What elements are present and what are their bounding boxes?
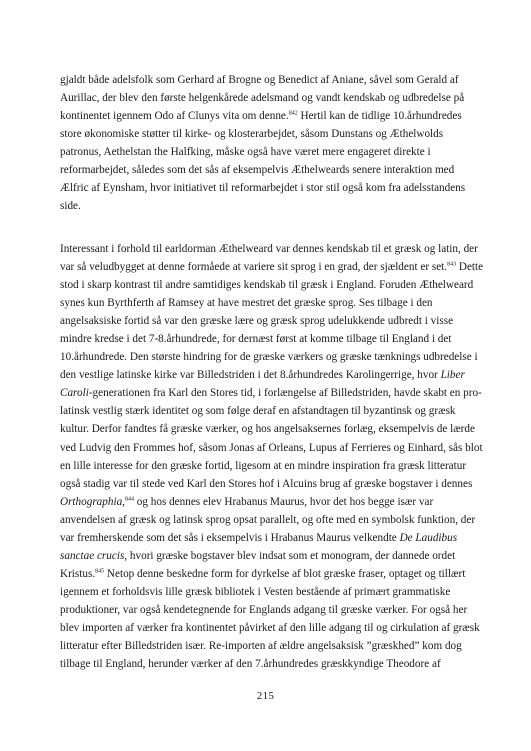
text-line: kultur. Derfor fandtes få græske værker, og hos angelsaksernes forlæg, eksempelvis de lærde [60, 423, 475, 436]
text-line: mindre kredse i det 7-8.århundrede, for dernæst først at komme tilbage til England i det [60, 333, 452, 346]
text-line: side. [60, 200, 81, 213]
text-line: igennem et forholdsvis lille græsk bibliotek i Vesten bestående af primært grammatiske [60, 585, 451, 598]
text-line: blev importen af værker fra kontinentet påvirket af den lille adgang til og cirkulation af græsk [60, 621, 480, 634]
text-line: Kristus.$^{845}$ Netop denne beskedne form for dyrkelse af blot græske fraser, optaget og tillært [60, 567, 466, 580]
text-line: også stadig var til stede ved Karl den Stores hof i Alcuins brug af græske bogstaver i dennes [60, 477, 473, 490]
page-number: 215 [256, 690, 275, 702]
italic-title: Caroli [60, 387, 89, 400]
text-line: Caroli-generationen fra Karl den Stores tid, i forlængelse af Billedstriden, havde skabt en pro- [60, 387, 482, 400]
italic-title: sanctae crucis, [60, 549, 128, 562]
text-line: Orthographia,$^{844}$ og hos dennes elev Hrabanus Maurus, hvor det hos begge især var [60, 495, 434, 508]
text-line: produktioner, var også kendetegnende for Englands adgang til græske værker. For også her [60, 603, 468, 616]
text-line: latinsk vestlig stærk identitet og som følge deraf en afstandtagen til byzantinsk og græsk [60, 405, 456, 418]
text-line: litteratur efter Billedstriden især. Re-importen af ældre angelsaksisk ”græskhed” kom dog [60, 640, 462, 653]
text-line: synes kun Byrthferth af Ramsey at have mestret det græske sprog. Ses tilbage i den [60, 297, 433, 310]
paragraph-2 [60, 240, 484, 673]
footnote-ref[interactable]: 845 [95, 568, 105, 575]
italic-title: De Laudibus [399, 531, 458, 544]
text-line: den vestlige latinske kirke var Billedstriden i det 8.århundredes Karolingerrige, hvor Liber [60, 369, 465, 382]
text-line: var så veludbygget at denne formåede at variere sit sprog i en grad, der sjældent er set.$^{843}$ Dette [60, 261, 484, 274]
text-line: Aurillac, der blev den første helgenkårede adelsmand og vandt kendskab og udbredelse på [60, 92, 465, 105]
text-line: ved Ludvig den Frommes hof, såsom Jonas af Orleans, Lupus af Ferrieres og Einhard, sås blot [60, 441, 483, 454]
text-line: tilbage til England, herunder værker af den 7.århundredes græskkyndige Theodore af [60, 658, 441, 671]
italic-title: Orthographia, [60, 495, 125, 508]
text-line: gjaldt både adelsfolk som Gerhard af Brogne og Benedict af Aniane, såvel som Gerald af [60, 74, 459, 86]
text-line: en lille interesse for den græske fortid, ligesom at en mindre inspiration fra græsk litteratur [60, 459, 467, 472]
text-line: 10.århundrede. Den største hindring for de græske værkers og græske tænknings udbredelse i [60, 351, 478, 364]
paragraph-1 [60, 71, 477, 215]
text-line: kontinentet igennem Odo af Clunys vita om denne.$^{842}$ Hertil kan de tidlige 10.århundredes [60, 110, 462, 123]
text-line: store økonomiske støtter til kirke- og klosterarbejdet, såsom Dunstans og Æthelwolds [60, 128, 444, 141]
text-line: patronus, Aethelstan the Halfking, måske også have været mere engageret direkte i [60, 146, 431, 159]
text-line: sanctae crucis, hvori græske bogstaver blev indsat som et monogram, der dannede ordet [60, 549, 456, 562]
italic-title: Liber [440, 369, 465, 382]
text-line: Ælfric af Eynsham, hvor initiativet til reformarbejdet i stor stil også kom fra adelsstandens [60, 182, 466, 195]
text-line: reformarbejdet, således som det sås af eksempelvis Æthelweards senere interaktion med [60, 164, 455, 177]
text-line: anvendelsen af græsk og latinsk sprog opsat parallelt, og ofte med en symbolsk funktion, der [60, 513, 476, 526]
footnote-ref[interactable]: 843 [447, 261, 457, 268]
footnote-ref[interactable]: 842 [288, 110, 298, 117]
footnote-ref[interactable]: 844 [124, 495, 134, 502]
text-line: Interessant i forhold til earldorman Æthelweard var dennes kendskab til et græsk og latin, der [60, 243, 478, 255]
text-line: var fremherskende som det sås i eksempelvis i Hrabanus Maurus velkendte De Laudibus [60, 531, 458, 544]
text-line: stod i skarp kontrast til andre samtidiges kendskab til græsk i England. Foruden Æthelweard [60, 279, 474, 292]
text-line: angelsaksiske fortid så var den græske lære og græsk sprog udelukkende udbredt i visse [60, 315, 454, 328]
